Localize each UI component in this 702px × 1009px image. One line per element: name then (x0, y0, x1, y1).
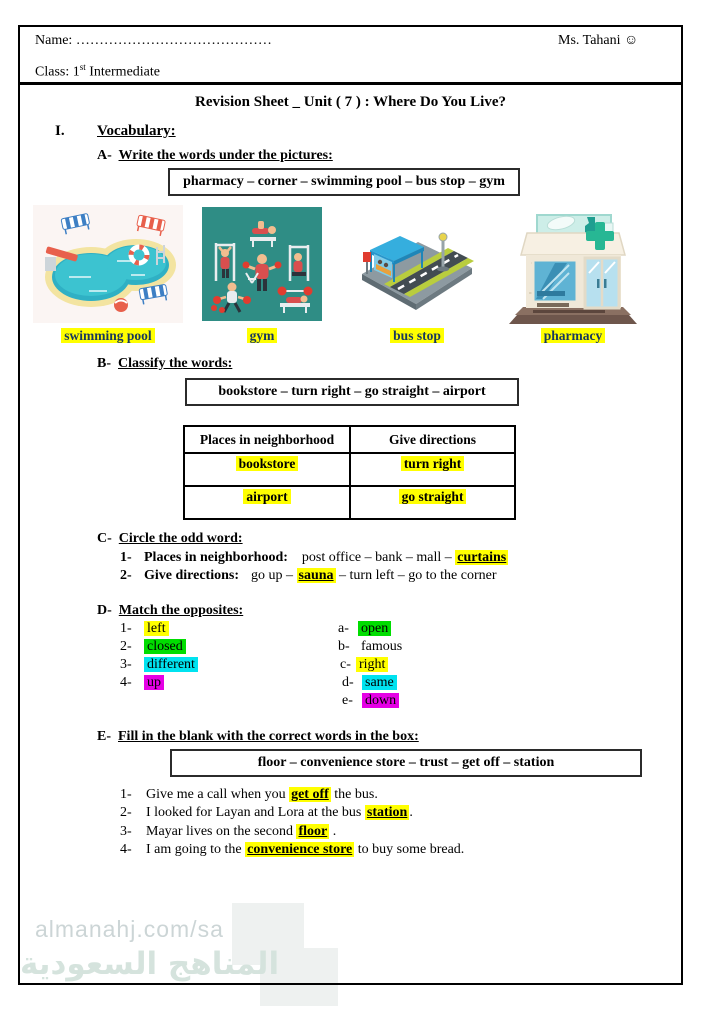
swimming-pool-image (33, 205, 183, 323)
word-bank-e: floor – convenience store – trust – get off – station (170, 749, 642, 777)
odd-word-item-2: 2- Give directions: go up – sauna – turn left – go to the corner (120, 568, 497, 583)
match-right-a: a- open (338, 621, 391, 637)
table-header-row (184, 426, 515, 453)
bus-stop-image (358, 212, 476, 320)
match-left-1: 1- left (120, 621, 169, 637)
word-bank-a: pharmacy – corner – swimming pool – bus stop – gym (168, 168, 520, 196)
exercise-e-heading: E- Fill in the blank with the correct words in the box: (97, 729, 419, 744)
table-header-places: Places in neighborhood (184, 426, 350, 453)
gym-icon (202, 207, 322, 321)
class-label: Class: 1st Intermediate (35, 62, 160, 80)
pharmacy-image (503, 203, 643, 328)
match-left-2: 2- closed (120, 639, 186, 655)
bus-stop-icon (358, 212, 476, 320)
watermark-arabic: المناهج السعودية (20, 946, 280, 982)
swimming-pool-icon (33, 205, 183, 323)
fill-blank-sentence-2: 2- I looked for Layan and Lora at the bus station . (120, 805, 413, 820)
watermark-site: almanahj.com/sa (35, 916, 224, 942)
table-cell: go straight (350, 486, 515, 519)
table-row (184, 453, 515, 486)
match-right-e: e- down (342, 693, 399, 709)
odd-word-item-1: 1- Places in neighborhood: post office – bank – mall – curtains (120, 550, 507, 565)
exercise-b-heading: B- Classify the words: (97, 356, 233, 371)
match-right-d: d- same (342, 675, 397, 691)
pharmacy-icon (503, 203, 643, 328)
picture-label-bus-stop: bus stop (358, 327, 476, 345)
match-left-4: 4- up (120, 675, 164, 691)
match-left-3: 3- different (120, 657, 198, 673)
fill-blank-sentence-4: 4- I am going to the convenience store to buy some bread. (120, 842, 465, 857)
teacher-name: Ms. Tahani ☺ (558, 33, 639, 48)
table-cell: turn right (350, 453, 515, 486)
section-heading-vocabulary: Vocabulary: (97, 123, 176, 139)
exercise-d-heading: D- Match the opposites: (97, 603, 244, 618)
fill-blank-sentence-3: 3- Mayar lives on the second floor . (120, 824, 337, 839)
picture-label-pharmacy: pharmacy (503, 327, 643, 345)
table-cell: bookstore (184, 453, 350, 486)
classify-table (183, 425, 516, 520)
header-divider (20, 82, 681, 85)
exercise-a-heading: A- Write the words under the pictures: (97, 148, 333, 163)
page-title: Revision Sheet _ Unit ( 7 ) : Where Do You Live? (195, 94, 506, 110)
name-field-label: Name: …………………………………… (35, 33, 272, 48)
gym-image (202, 207, 322, 321)
fill-blank-sentence-1: 1- Give me a call when you get off the bus. (120, 787, 378, 802)
match-right-b: b- famous (338, 639, 403, 654)
picture-label-gym: gym (202, 327, 322, 345)
word-bank-b: bookstore – turn right – go straight – airport (185, 378, 519, 406)
table-row (184, 486, 515, 519)
match-right-c: c- right (340, 657, 388, 673)
exercise-c-heading: C- Circle the odd word: (97, 531, 243, 546)
picture-label-swimming-pool: swimming pool (33, 327, 183, 345)
table-header-directions: Give directions (350, 426, 515, 453)
section-numeral: I. (55, 123, 65, 139)
table-cell: airport (184, 486, 350, 519)
